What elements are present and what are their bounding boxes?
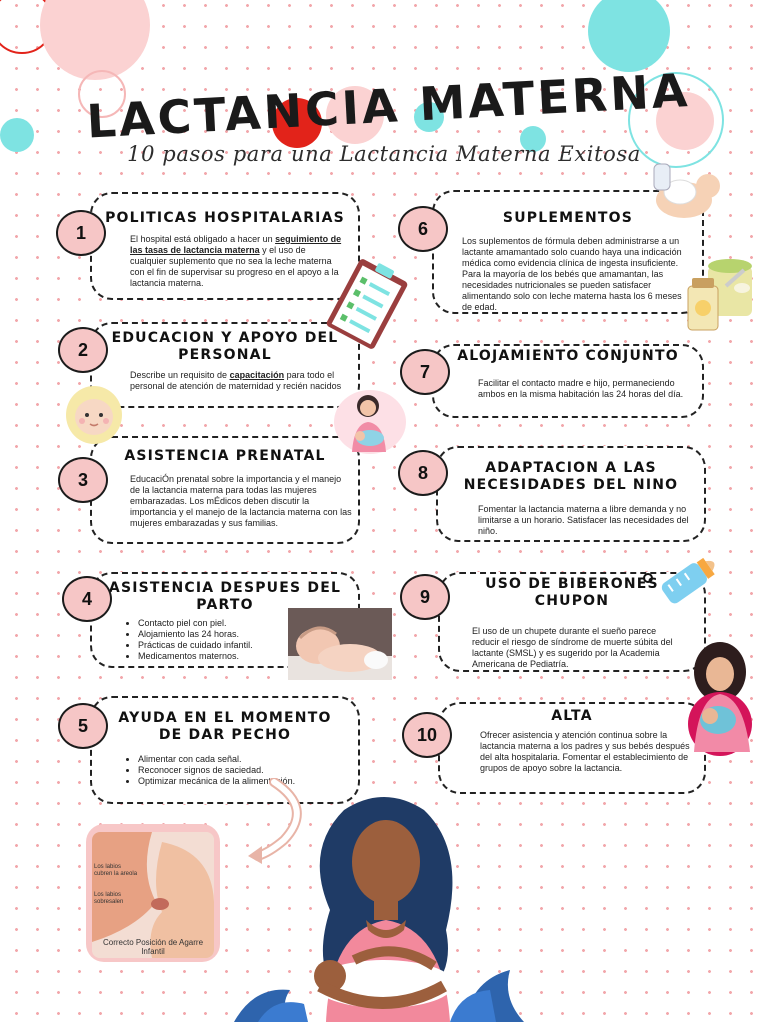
step-title-line: EDUCACION Y APOYO DEL [111, 330, 339, 346]
step-number: 7 [400, 349, 450, 395]
step-title-line: PARTO [196, 597, 254, 613]
list-item: • Alojamiento las 24 horas. [138, 629, 308, 640]
step-title [438, 460, 704, 494]
step-text [130, 370, 352, 392]
sleeping-baby-image [288, 608, 392, 680]
list-item: • Contacto piel con piel. [138, 618, 308, 629]
step-title: ALTA [551, 708, 593, 724]
step-text: Los suplementos de fórmula deben administrarse a un lactante amamantado solo cuando haya una indicación médica como evidencia clínica de ingesta insuficiente. Para la mayoría de los bebés que amamantan, las necesidades nutricionales se pueden satisfacer alimentando solo con leche materna hasta los 6 meses de edad. [462, 236, 682, 312]
step-title: ALOJAMIENTO CONJUNTO [457, 348, 679, 364]
page-subtitle: 10 pasos para una Lactancia Materna Exitosa [127, 142, 641, 166]
step-text-part: Describe un requisito de [130, 370, 230, 380]
step-title-line: PERSONAL [178, 347, 272, 363]
step-text: EducaciÓn prenatal sobre la importancia y el manejo de la lactancia materna para todas las mujeres embarazadas. Los mÉdicos deben discutir la importancia y el manejo de la lactancia materna con las mujeres embarazadas y sus familias. [130, 474, 352, 528]
step-title-line: DE DAR PECHO [158, 727, 292, 743]
list-item: • Optimizar mecánica de la alimentación. [138, 776, 308, 787]
step-card-3 [90, 436, 360, 544]
latch-caption-line: Infantil [141, 947, 165, 956]
step-title: POLITICAS HOSPITALARIAS [105, 210, 345, 226]
step-number: 5 [58, 703, 108, 749]
step-title-line: NECESIDADES DEL NINO [463, 477, 679, 493]
clipboard-icon [326, 256, 408, 352]
step-card-8 [436, 446, 706, 542]
step-title [92, 330, 358, 364]
step-text-emphasis: seguimiento de las tasas de lactancia materna [130, 234, 342, 255]
step-text-part: El hospital está obligado a hacer un [130, 234, 276, 244]
step-title-line: AYUDA EN EL MOMENTO [118, 710, 332, 726]
step-number: 9 [400, 574, 450, 620]
step-card-5 [90, 696, 360, 804]
step-text-emphasis: capacitación [229, 370, 285, 380]
step-text-part: para todo el personal de atención de maternidad y recién nacidos [130, 370, 342, 391]
step-number: 2 [58, 327, 108, 373]
step-text: Facilitar el contacto madre e hijo, permaneciendo ambos en la misma habitación las 24 horas del día. [478, 378, 684, 399]
step-title: ASISTENCIA PRENATAL [124, 448, 326, 464]
step-list [122, 618, 308, 662]
breastfeeding-mother-illustration [234, 790, 524, 1022]
step-text: Ofrecer asistencia y atención continua sobre la lactancia materna a los padres y sus bebés después del alta hospitalaria. Fomentar el establecimiento de grupos de apoyo sobre la lactancia. [480, 730, 690, 773]
latch-label-top: Los labios cubren la areola [94, 864, 138, 877]
step-number: 3 [58, 457, 108, 503]
step-title: SUPLEMENTOS [502, 210, 634, 226]
step-text: Fomentar la lactancia materna a libre demanda y no limitarse a un horario. Satisfacer las necesidades del niño. [478, 504, 689, 536]
step-text-part: y el uso de cualquier suplemento que no sea la leche materna con el fin de supervisar su progreso en el apoyo a la lactancia materna. [130, 245, 339, 288]
latch-caption-line: Correcto Posición de Agarre [102, 938, 204, 947]
latch-caption [92, 938, 214, 956]
step-number: 1 [56, 210, 106, 256]
list-item: • Alimentar con cada señal. [138, 754, 308, 765]
step-card-7 [432, 344, 704, 418]
step-title-line: CHUPON [534, 593, 610, 609]
step-card-2 [90, 322, 360, 408]
page-title [70, 52, 700, 149]
step-number: 4 [62, 576, 112, 622]
list-item: • Prácticas de cuidado infantil. [138, 640, 308, 651]
mother-baby-icon [330, 382, 410, 458]
formula-can-icon [686, 256, 756, 334]
step-number: 8 [398, 450, 448, 496]
step-title-line: ASISTENCIA DESPUES DEL [108, 580, 342, 596]
step-text [130, 234, 342, 289]
step-number: 10 [402, 712, 452, 758]
step-text: El uso de un chupete durante el sueño parece reducir el riesgo de síndrome de muerte súbita del lactante (SMSL) y es sugerido por la Academia Americana de Pediatría. [472, 626, 673, 669]
step-card-10 [438, 702, 706, 794]
step-number: 6 [398, 206, 448, 252]
mother-holding-baby-icon [684, 640, 758, 756]
baby-face-icon [64, 384, 124, 446]
list-item: • Reconocer signos de saciedad. [138, 765, 308, 776]
latch-label-bottom: Los labios sobresalen [94, 892, 124, 905]
list-item: • Medicamentos maternos. [138, 651, 308, 662]
step-title-line: USO DE BIBERONES [485, 576, 659, 592]
baby-bottle-feeding-icon [644, 156, 728, 228]
step-title-line: ADAPTACION A LAS [485, 460, 657, 476]
step-card-1 [90, 192, 360, 300]
step-title [92, 710, 358, 744]
page-title-text: LACTANCIA MATERNA [85, 63, 692, 149]
baby-bottle-icon [640, 550, 726, 616]
